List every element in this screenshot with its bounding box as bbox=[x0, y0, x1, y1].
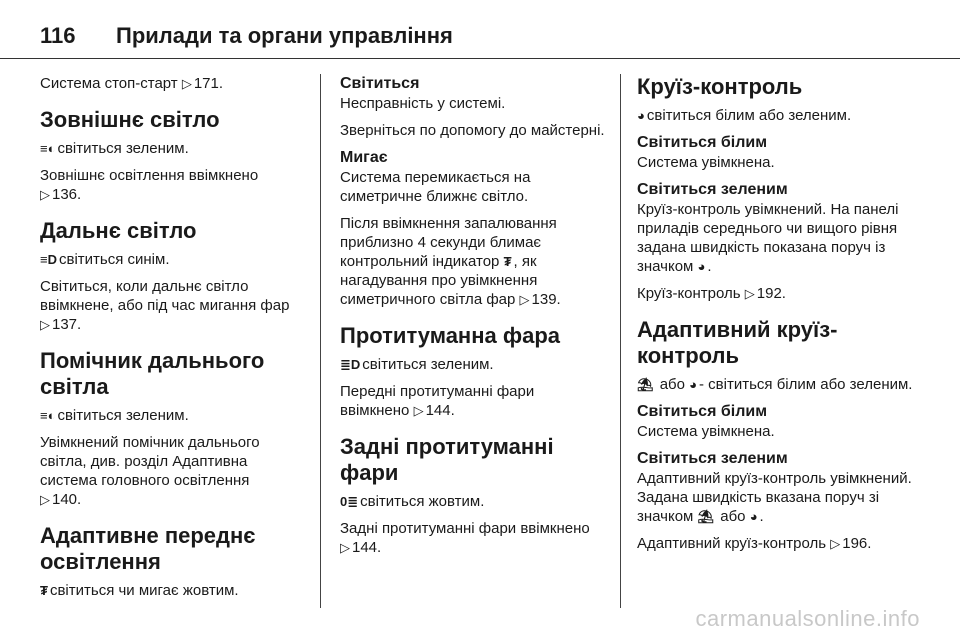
section-indicator-line: 0≣ світиться жовтим. bbox=[340, 493, 485, 510]
cruise-control-icon: ◕ bbox=[749, 509, 758, 524]
watermark-brand: carmanualsonline.info bbox=[695, 606, 920, 631]
section-title-fog-light: Протитуманна фара bbox=[340, 323, 561, 348]
cruise-control-icon: ◕ bbox=[697, 259, 706, 274]
subsection-title-white: Світиться білим bbox=[637, 134, 768, 151]
section-indicator-line: ≡◐ світиться зеленим. bbox=[40, 407, 189, 424]
subsection-title-white: Світиться білим bbox=[637, 403, 768, 420]
column-3 bbox=[637, 74, 922, 561]
page-ref: 139. bbox=[531, 291, 561, 308]
page-ref: 144. bbox=[352, 539, 382, 556]
page-ref: 171. bbox=[193, 75, 224, 92]
front-fog-light-icon: ≣D bbox=[340, 357, 361, 372]
section-title-exterior-light: Зовнішнє світло bbox=[40, 107, 220, 132]
page-ref-arrow-icon: ▷ bbox=[519, 292, 530, 307]
page-ref: 144. bbox=[425, 402, 455, 419]
adaptive-cruise-control-icon: ⛱ bbox=[697, 509, 715, 524]
page-ref-arrow-icon: ▷ bbox=[413, 403, 424, 418]
page-ref-arrow-icon: ▷ bbox=[181, 76, 192, 91]
subsection-body: Після ввімкнення запалювання приблизно 4 секунди блимає контрольний індикатор ₮ , як нагадування про увімкнення симетричного світла фар ▷ 139. bbox=[340, 215, 561, 308]
subsection-body: Несправність у системі. bbox=[340, 95, 506, 112]
subsection-body: Зверніться по допомогу до майстерні. bbox=[340, 122, 605, 139]
subsection-title-green: Світиться зеленим bbox=[637, 181, 788, 198]
cruise-control-icon: ◕ bbox=[689, 377, 697, 392]
section-indicator-line: ≡D світиться синім. bbox=[40, 251, 170, 268]
page-ref-arrow-icon: ▷ bbox=[40, 492, 50, 507]
page-ref-arrow-icon: ▷ bbox=[744, 286, 755, 301]
intro-text: Система стоп-старт bbox=[40, 75, 178, 92]
page-ref-arrow-icon: ▷ bbox=[40, 187, 50, 202]
subsection-title-lit: Світиться bbox=[340, 75, 420, 92]
subsection-title-green: Світиться зеленим bbox=[637, 450, 788, 467]
adaptive-lighting-icon: ₮ bbox=[40, 583, 48, 598]
intro-paragraph bbox=[40, 74, 302, 93]
adaptive-lighting-icon: ₮ bbox=[503, 254, 512, 269]
subsection-title-flashes: Мигає bbox=[340, 149, 388, 166]
subsection-body: Система увімкнена. bbox=[637, 154, 775, 171]
subsection-body: Адаптивний круїз-контроль ▷ 196. bbox=[637, 535, 872, 552]
subsection-body: Круїз-контроль ▷ 192. bbox=[637, 285, 786, 302]
page-header bbox=[40, 16, 920, 56]
rear-fog-light-icon: 0≣ bbox=[340, 494, 359, 509]
page-ref: 140. bbox=[52, 491, 82, 508]
page-number: 116 bbox=[40, 23, 76, 48]
section-indicator-line: ⛱ або ◕ - світиться білим або зеленим. bbox=[637, 376, 913, 393]
section-title-adaptive-cruise-control: Адаптивний круїз-контроль bbox=[637, 317, 838, 368]
section-body: Задні протитуманні фари ввімкнено ▷ 144. bbox=[340, 520, 590, 556]
subsection-body: Система перемикається на симетричне ближнє світло. bbox=[340, 169, 531, 205]
column-divider bbox=[620, 74, 621, 608]
page-title: Прилади та органи управління bbox=[116, 23, 453, 48]
section-body: Світиться, коли дальнє світло ввімкнене, або під час мигання фар ▷ 137. bbox=[40, 278, 290, 333]
column-divider bbox=[320, 74, 321, 608]
exterior-light-icon: ≡◐ bbox=[40, 141, 56, 156]
section-indicator-line: ₮ світиться чи мигає жовтим. bbox=[40, 582, 239, 599]
page-ref-arrow-icon: ▷ bbox=[830, 536, 841, 551]
section-title-cruise-control: Круїз-контроль bbox=[637, 74, 803, 99]
page-ref: 136. bbox=[52, 186, 82, 203]
adaptive-cruise-control-icon: ⛱ bbox=[637, 377, 654, 392]
high-beam-assist-icon: ≡◐ bbox=[40, 408, 56, 423]
high-beam-icon: ≡D bbox=[40, 252, 57, 267]
subsection-body: Адаптивний круїз-контроль увімкнений. Задана швидкість вказана поруч зі значком ⛱ або ◕ . bbox=[637, 470, 912, 525]
section-body: Передні протитуманні фари ввімкнено ▷ 144. bbox=[340, 383, 535, 419]
subsection-body: Система увімкнена. bbox=[637, 423, 775, 440]
header-divider bbox=[0, 58, 960, 59]
page-ref: 192. bbox=[756, 285, 786, 302]
page-ref-arrow-icon: ▷ bbox=[340, 540, 350, 555]
section-body: Увімкнений помічник дальнього світла, див. розділ Адаптивна система головного освітлення ▷ 140. bbox=[40, 434, 260, 508]
column-2 bbox=[340, 74, 605, 565]
section-title-high-beam-assist: Помічник дальнього світла bbox=[40, 348, 265, 399]
section-title-adaptive-forward-lighting: Адаптивне переднє освітлення bbox=[40, 523, 256, 574]
page-ref: 137. bbox=[52, 316, 82, 333]
page-ref: 196. bbox=[842, 535, 872, 552]
section-indicator-line: ≣D світиться зеленим. bbox=[340, 356, 494, 373]
section-title-rear-fog-lights: Задні протитуманні фари bbox=[340, 434, 554, 485]
section-indicator-line: ≡◐ світиться зеленим. bbox=[40, 140, 189, 157]
page-ref-arrow-icon: ▷ bbox=[40, 317, 50, 332]
column-1 bbox=[40, 74, 302, 608]
cruise-control-icon: ◕ bbox=[637, 108, 645, 123]
section-title-high-beam: Дальнє світло bbox=[40, 218, 197, 243]
section-body: Зовнішнє освітлення ввімкнено ▷ 136. bbox=[40, 167, 259, 203]
subsection-body: Круїз-контроль увімкнений. На панелі приладів середнього чи вищого рівня задана швидкість показана поруч із значком ◕ . bbox=[637, 201, 899, 275]
section-indicator-line: ◕ світиться білим або зеленим. bbox=[637, 107, 852, 124]
